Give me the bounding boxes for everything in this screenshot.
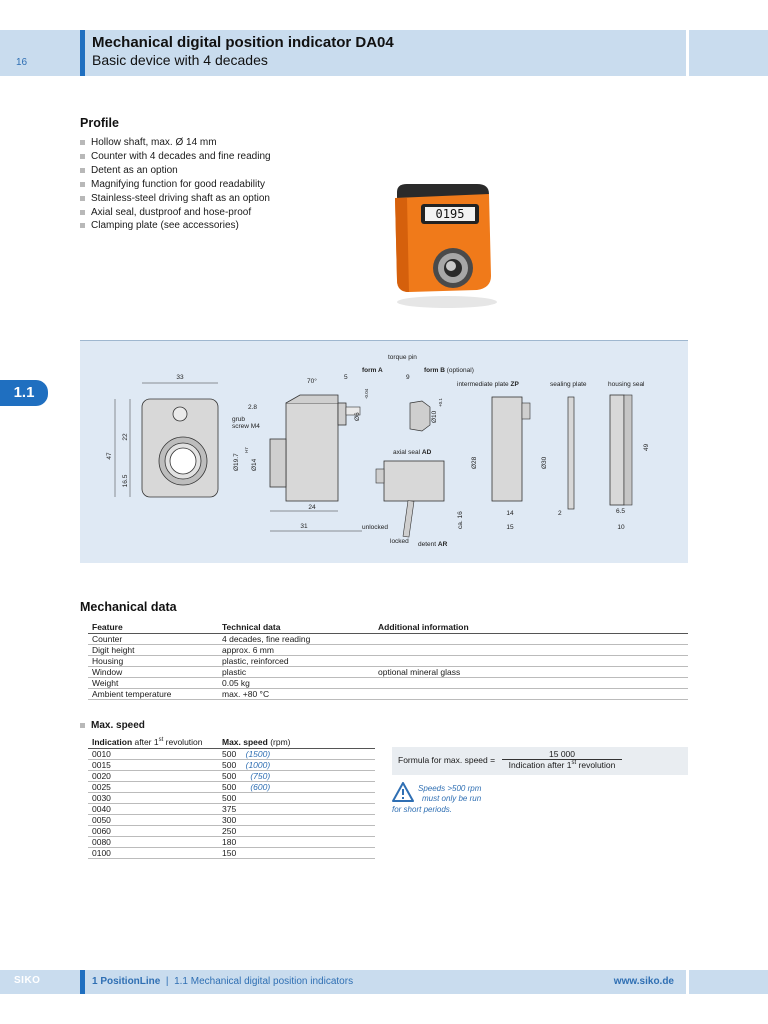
svg-text:unlocked: unlocked xyxy=(362,524,389,531)
svg-text:22: 22 xyxy=(122,433,129,441)
formula-denominator: Indication after 1st revolution xyxy=(508,760,616,770)
page-header xyxy=(0,30,768,76)
svg-text:grub: grub xyxy=(232,416,246,423)
section-tab: 1.1 xyxy=(0,380,48,406)
svg-text:6.5: 6.5 xyxy=(616,508,626,515)
footer-section: 1 PositionLine | 1.1 Mechanical digital position indicators xyxy=(92,976,354,987)
list-item: Axial seal, dustproof and hose-proof xyxy=(80,206,271,220)
bullet-icon xyxy=(80,196,85,201)
svg-text:locked: locked xyxy=(390,538,409,545)
list-item: Hollow shaft, max. Ø 14 mm xyxy=(80,136,271,150)
svg-text:torque pin: torque pin xyxy=(388,354,417,361)
table-row: 0100 150 xyxy=(88,848,375,859)
table-row: Ambient temperature max. +80 °C xyxy=(88,689,688,700)
svg-text:47: 47 xyxy=(106,452,113,460)
bullet-icon xyxy=(80,723,85,728)
header-accent-bar xyxy=(80,30,85,76)
svg-text:ca. 16: ca. 16 xyxy=(457,511,464,529)
list-item: Counter with 4 decades and fine reading xyxy=(80,150,271,164)
dimension-drawing xyxy=(80,340,688,563)
page-footer xyxy=(0,970,768,994)
svg-text:Ø19.7: Ø19.7 xyxy=(233,453,240,471)
page-title: Mechanical digital position indicator DA04 xyxy=(92,34,394,51)
bullet-icon xyxy=(80,210,85,215)
svg-text:H7: H7 xyxy=(244,447,249,453)
product-photo xyxy=(385,180,505,310)
warning-icon xyxy=(392,782,414,802)
svg-text:screw M4: screw M4 xyxy=(232,423,260,430)
svg-text:intermediate plate ZP: intermediate plate ZP xyxy=(457,381,519,388)
table-header-row: Indication after 1st revolution Max. speed (rpm) xyxy=(88,735,375,749)
svg-text:31: 31 xyxy=(300,523,308,530)
svg-text:2.8: 2.8 xyxy=(248,404,258,411)
table-row: 0040 375 xyxy=(88,804,375,815)
svg-text:15: 15 xyxy=(506,524,514,531)
svg-text:-0.04: -0.04 xyxy=(364,388,369,399)
svg-text:70°: 70° xyxy=(307,378,317,385)
table-row: 0020 500 (750) xyxy=(88,771,375,782)
svg-text:Ø30: Ø30 xyxy=(541,456,548,469)
feature-list xyxy=(80,136,271,233)
siko-logo: SIKO xyxy=(14,975,41,986)
bullet-icon xyxy=(80,182,85,187)
speed-formula: Formula for max. speed = 15 000 Indication after 1st revolution xyxy=(392,747,688,775)
list-item: Magnifying function for good readability xyxy=(80,178,271,192)
table-row: Housing plastic, reinforced xyxy=(88,656,688,667)
page-subtitle: Basic device with 4 decades xyxy=(92,52,268,68)
table-row: 0015 500 (1000) xyxy=(88,760,375,771)
svg-text:49: 49 xyxy=(643,443,650,451)
mechanical-data-table xyxy=(88,620,688,700)
svg-text:10: 10 xyxy=(617,524,625,531)
bullet-icon xyxy=(80,154,85,159)
table-header-row: Feature Technical data Additional information xyxy=(88,620,688,634)
svg-text:form A: form A xyxy=(362,367,383,374)
max-speed-table xyxy=(88,735,375,859)
table-row: Counter 4 decades, fine reading xyxy=(88,634,688,645)
table-row: 0060 250 xyxy=(88,826,375,837)
svg-text:2: 2 xyxy=(558,510,562,517)
svg-text:housing seal: housing seal xyxy=(608,381,645,388)
max-speed-heading: Max. speed xyxy=(80,720,145,731)
page-number: 16 xyxy=(16,57,28,68)
table-row: 0050 300 xyxy=(88,815,375,826)
svg-text:9: 9 xyxy=(406,374,410,381)
header-divider xyxy=(686,30,689,76)
list-item: Detent as an option xyxy=(80,164,271,178)
svg-text:14: 14 xyxy=(506,510,514,517)
svg-text:33: 33 xyxy=(176,374,184,381)
svg-text:24: 24 xyxy=(308,504,316,511)
svg-text:Ø28: Ø28 xyxy=(471,456,478,469)
speed-warning: Speeds >500 rpm must only be run for short periods. xyxy=(392,784,482,814)
svg-text:Ø6: Ø6 xyxy=(354,412,361,421)
table-row: Digit height approx. 6 mm xyxy=(88,645,688,656)
bullet-icon xyxy=(80,223,85,228)
photo-counter-text: 0195 xyxy=(435,207,465,221)
list-item: Clamping plate (see accessories) xyxy=(80,219,271,233)
table-row: 0030 500 xyxy=(88,793,375,804)
table-row: 0025 500 (600) xyxy=(88,782,375,793)
svg-text:5: 5 xyxy=(344,374,348,381)
bullet-icon xyxy=(80,168,85,173)
svg-text:Ø10: Ø10 xyxy=(431,410,438,423)
website-link[interactable]: www.siko.de xyxy=(613,976,674,987)
formula-numerator: 15 000 xyxy=(502,749,622,760)
svg-text:axial seal AD: axial seal AD xyxy=(393,449,432,456)
bullet-icon xyxy=(80,140,85,145)
svg-text:16.5: 16.5 xyxy=(122,474,129,488)
table-row: 0080 180 xyxy=(88,837,375,848)
svg-text:form B (optional): form B (optional) xyxy=(424,367,474,374)
table-row: Window plastic optional mineral glass xyxy=(88,667,688,678)
svg-text:detent AR: detent AR xyxy=(418,541,448,548)
footer-accent-bar xyxy=(80,970,85,994)
svg-text:Ø14: Ø14 xyxy=(251,458,258,471)
mechanical-data-heading: Mechanical data xyxy=(80,600,177,614)
table-row: Weight 0.05 kg xyxy=(88,678,688,689)
svg-text:sealing plate: sealing plate xyxy=(550,381,587,388)
footer-divider xyxy=(686,970,689,994)
svg-text:+0.1: +0.1 xyxy=(438,398,443,407)
profile-heading: Profile xyxy=(80,116,119,130)
list-item: Stainless-steel driving shaft as an option xyxy=(80,192,271,206)
table-row: 0010 500 (1500) xyxy=(88,749,375,760)
